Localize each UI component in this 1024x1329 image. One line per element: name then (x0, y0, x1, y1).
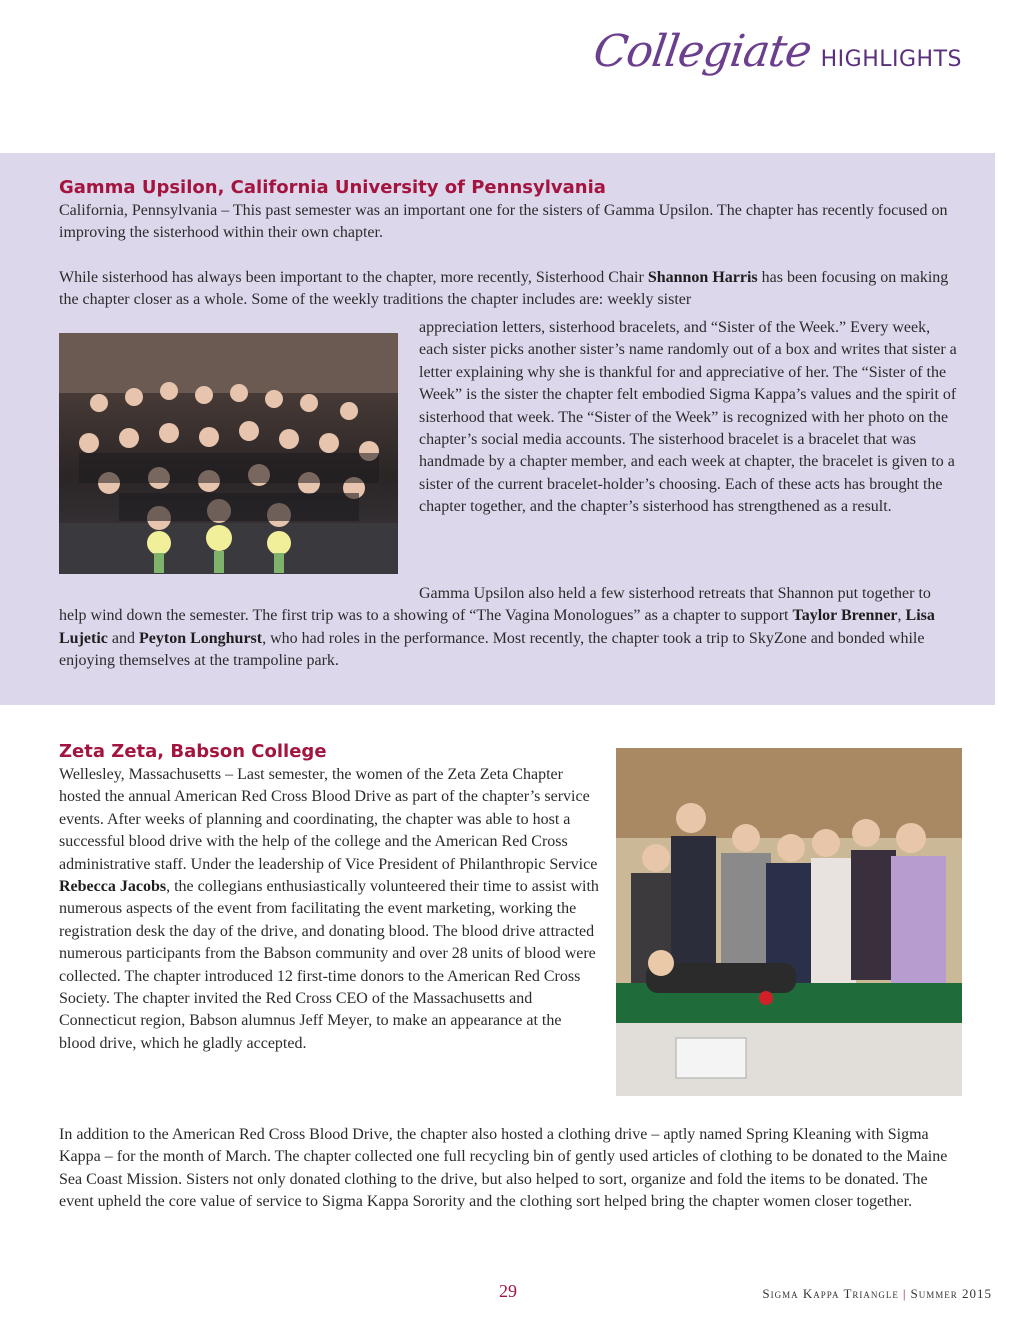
section-header (590, 26, 962, 100)
group-photo-gamma-upsilon (59, 333, 398, 574)
section2-title: Zeta Zeta, Babson College (59, 741, 327, 762)
name-taylor-brenner: Taylor Brenner (792, 607, 898, 625)
section1-para2: While sisterhood has always been important to the chapter, more recently, Sisterhood Chair Shannon Harris has been focusing on making the chapter closer as a whole. Some of the weekly traditions the chapter includes are: weekly sister (59, 268, 949, 309)
publication-name: Sigma Kappa Triangle (762, 1286, 899, 1301)
name-shannon-harris: Shannon Harris (647, 268, 758, 286)
group-photo-zeta-zeta (616, 748, 962, 1096)
section1-intro (59, 176, 961, 312)
page-number: 29 (499, 1281, 517, 1301)
publication-footer (762, 1286, 992, 1302)
section1-para3: Gamma Upsilon also held a few sisterhood retreats that Shannon put together to help wind down the semester. The first trip was to a showing of “The Vagina Monologues” as a chapter to support Taylor Brenner, Lisa Lujetic and Peyton Longhurst, who had roles in the performance. Most recently, the chapter took a trip to SkyZone and bonded while enjoying themselves at the trampoline park. (59, 585, 935, 670)
name-peyton-longhurst: Peyton Longhurst (138, 629, 263, 647)
footer-separator: | (902, 1286, 907, 1301)
section2-intro (59, 740, 599, 1055)
section1-title: Gamma Upsilon, California University of Pennsylvania (59, 177, 606, 198)
name-rebecca-jacobs: Rebecca Jacobs (59, 878, 167, 896)
header-script: Collegiate (590, 26, 815, 77)
section2-para2: In addition to the American Red Cross Blood Drive, the chapter also hosted a clothing drive – aptly named Spring Kleaning with Sigma Kappa – for the month of March. The chapter collected one full recycling bin of gently used articles of clothing to be donated to the Maine Sea Coast Mission. Sisters not only donated clothing to the drive, but also helped to sort, organize and fold the items to be donated. The event upheld the core value of service to Sigma Kappa Sorority and the clothing sort helped bring the chapter women closer together. (59, 1126, 948, 1211)
issue-label: Summer 2015 (910, 1286, 992, 1301)
header-caps: HIGHLIGHTS (820, 47, 962, 72)
name-lisa-lujetic: Lisa Lujetic (59, 607, 935, 647)
section1-para1: California, Pennsylvania – This past semester was an important one for the sisters of Gamma Upsilon. The chapter has recently focused on improving the sisterhood within their own chapter. (59, 202, 948, 242)
section2-para1: Wellesley, Massachusetts – Last semester, the women of the Zeta Zeta Chapter hosted the annual American Red Cross Blood Drive as part of the chapter’s service events. After weeks of planning and coordinating, the chapter was able to host a successful blood drive with the help of the college and the American Red Cross administrative staff. Under the leadership of Vice President of Philanthropic Service Rebecca Jacobs, the collegians enthusiastically volunteered their time to assist with numerous aspects of the event from facilitating the event marketing, working the registration desk the day of the drive, and donating blood. The blood drive attracted numerous participants from the Babson community and over 28 units of blood were collected. The chapter introduced 12 first-time donors to the American Red Cross Society. The chapter invited the Red Cross CEO of the Massachusetts and Connecticut region, Babson alumnus Jeff Meyer, to make an appearance at the blood drive, which he gladly accepted. (59, 766, 599, 1052)
section1-para2-continued: appreciation letters, sisterhood bracelets, and “Sister of the Week.” Every week, each sister picks another sister’s name randomly out of a box and writes that sister a letter explaining why she is thankful for and appreciative of her. The “Sister of the Week” is the sister the chapter felt embodied Sigma Kappa’s values and the spirit of sisterhood that week. The “Sister of the Week” is recognized with her photo on the chapter’s social media accounts. The sisterhood bracelet is a bracelet that was handmade by a chapter member, and each week at chapter, the bracelet is given to a sister of the current bracelet-holder’s choosing. Each of these acts has brought the chapter together, and the chapter’s sisterhood has strengthened as a result. (419, 319, 957, 516)
